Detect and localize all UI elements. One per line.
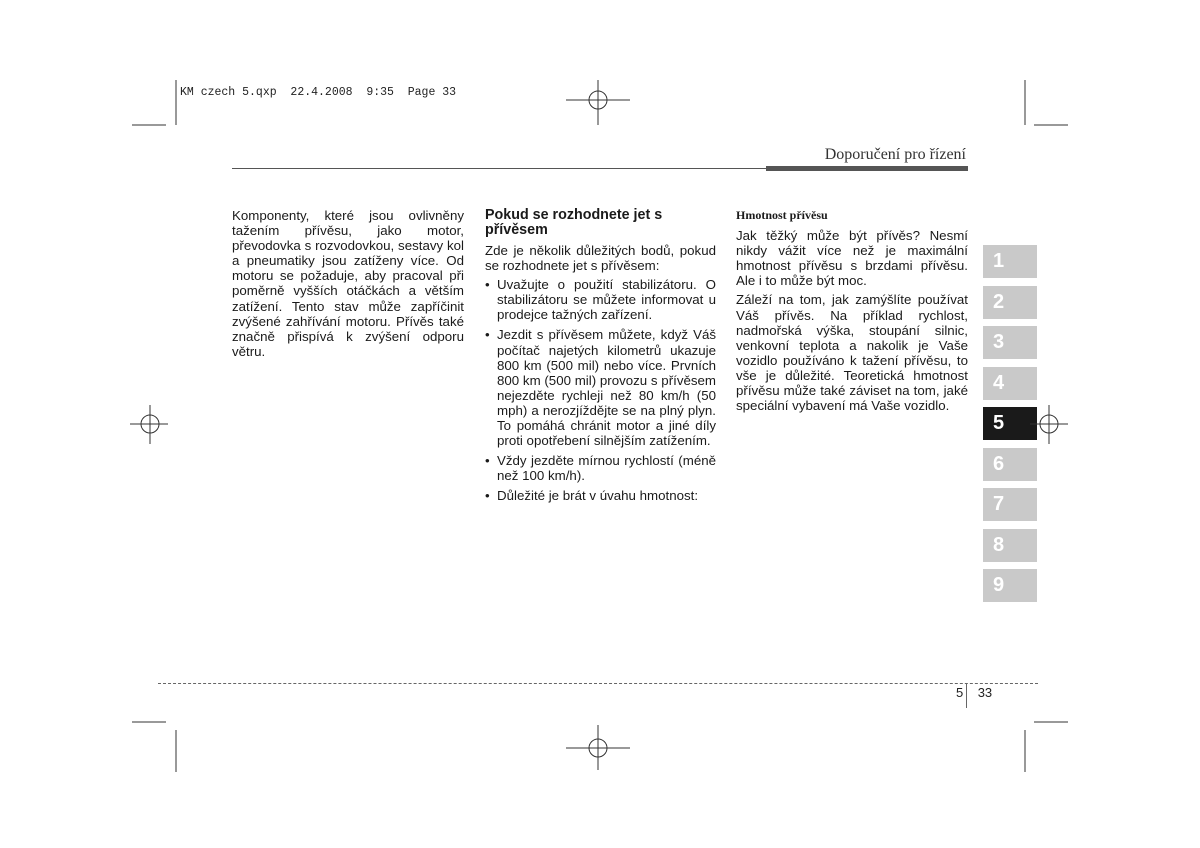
section-title: Doporučení pro řízení — [824, 146, 966, 163]
footer-chapter: 5 — [956, 685, 964, 700]
footer-page: 33 — [977, 685, 993, 700]
chapter-tab-4[interactable]: 4 — [983, 367, 1037, 400]
chapter-tab-6[interactable]: 6 — [983, 448, 1037, 481]
list-item: • Vždy jezděte mírnou rychlostí (méně než 100 km/h). — [485, 453, 716, 483]
towing-heading: Pokud se rozhodnete jet s přívěsem — [485, 207, 663, 238]
chapter-tab-7[interactable]: 7 — [983, 488, 1037, 521]
chapter-tab-2[interactable]: 2 — [983, 286, 1037, 319]
trailer-weight-heading: Hmotnost přívěsu — [736, 208, 828, 222]
chapter-tab-8[interactable]: 8 — [983, 529, 1037, 562]
list-item: • Jezdit s přívěsem můžete, když Váš počítač najetých kilometrů ukazuje 800 km (500 mil) nebo více. Prvních 800 km (500 mil) provozu s přívěsem nejezděte rychleji než 80 km/h (50 mph) a nerozjíždějte se na plný plyn. To pomáhá chránit motor a jiné díly proti opotřebení silnějším zatížením. — [485, 327, 716, 448]
chapter-tab-1[interactable]: 1 — [983, 245, 1037, 278]
column-1-paragraph: Komponenty, které jsou ovlivněny tažením přívěsu, jako motor, převodovka s rozvodovkou, sestavy kol a pneumatiky jsou zatíženy více. Od motoru se požaduje, aby pracoval při poměrně vyšších otáčkách a větším zatížení. Tento stav může zapříčinit zvýšené zahřívání motoru. Přívěs také značně přispívá k zvýšení odporu větru. — [232, 208, 464, 359]
chapter-tab-3[interactable]: 3 — [983, 326, 1037, 359]
chapter-tab-5[interactable]: 5 — [983, 407, 1037, 440]
chapter-tab-9[interactable]: 9 — [983, 569, 1037, 602]
print-slug: KM czech 5.qxp 22.4.2008 9:35 Page 33 — [180, 86, 457, 99]
trailer-weight-paragraph-2: Záleží na tom, jak zamýšlíte používat Váš přívěs. Na příklad rychlost, nadmořská výška, stoupání silnic, venkovní teplota a nakolik je Vaše vozidlo používáno k tažení přívěsu, to vše je důležité. Teoretická hmotnost přívěsu může také záviset na tom, jaké speciální vybavení má Vaše vozidlo. — [736, 292, 968, 414]
trailer-weight-paragraph-1: Jak těžký může být přívěs? Nesmí nikdy vážit více než je maximální hmotnost přívěsu s brzdami přívěsu. Ale i to může být moc. — [736, 228, 968, 289]
list-item: • Uvažujte o použití stabilizátoru. O stabilizátoru se můžete informovat u prodejce tažných zařízení. — [485, 277, 716, 322]
towing-intro: Zde je několik důležitých bodů, pokud se rozhodnete jet s přívěsem: — [485, 243, 716, 274]
list-item: • Důležité je brát v úvahu hmotnost: — [485, 488, 716, 503]
